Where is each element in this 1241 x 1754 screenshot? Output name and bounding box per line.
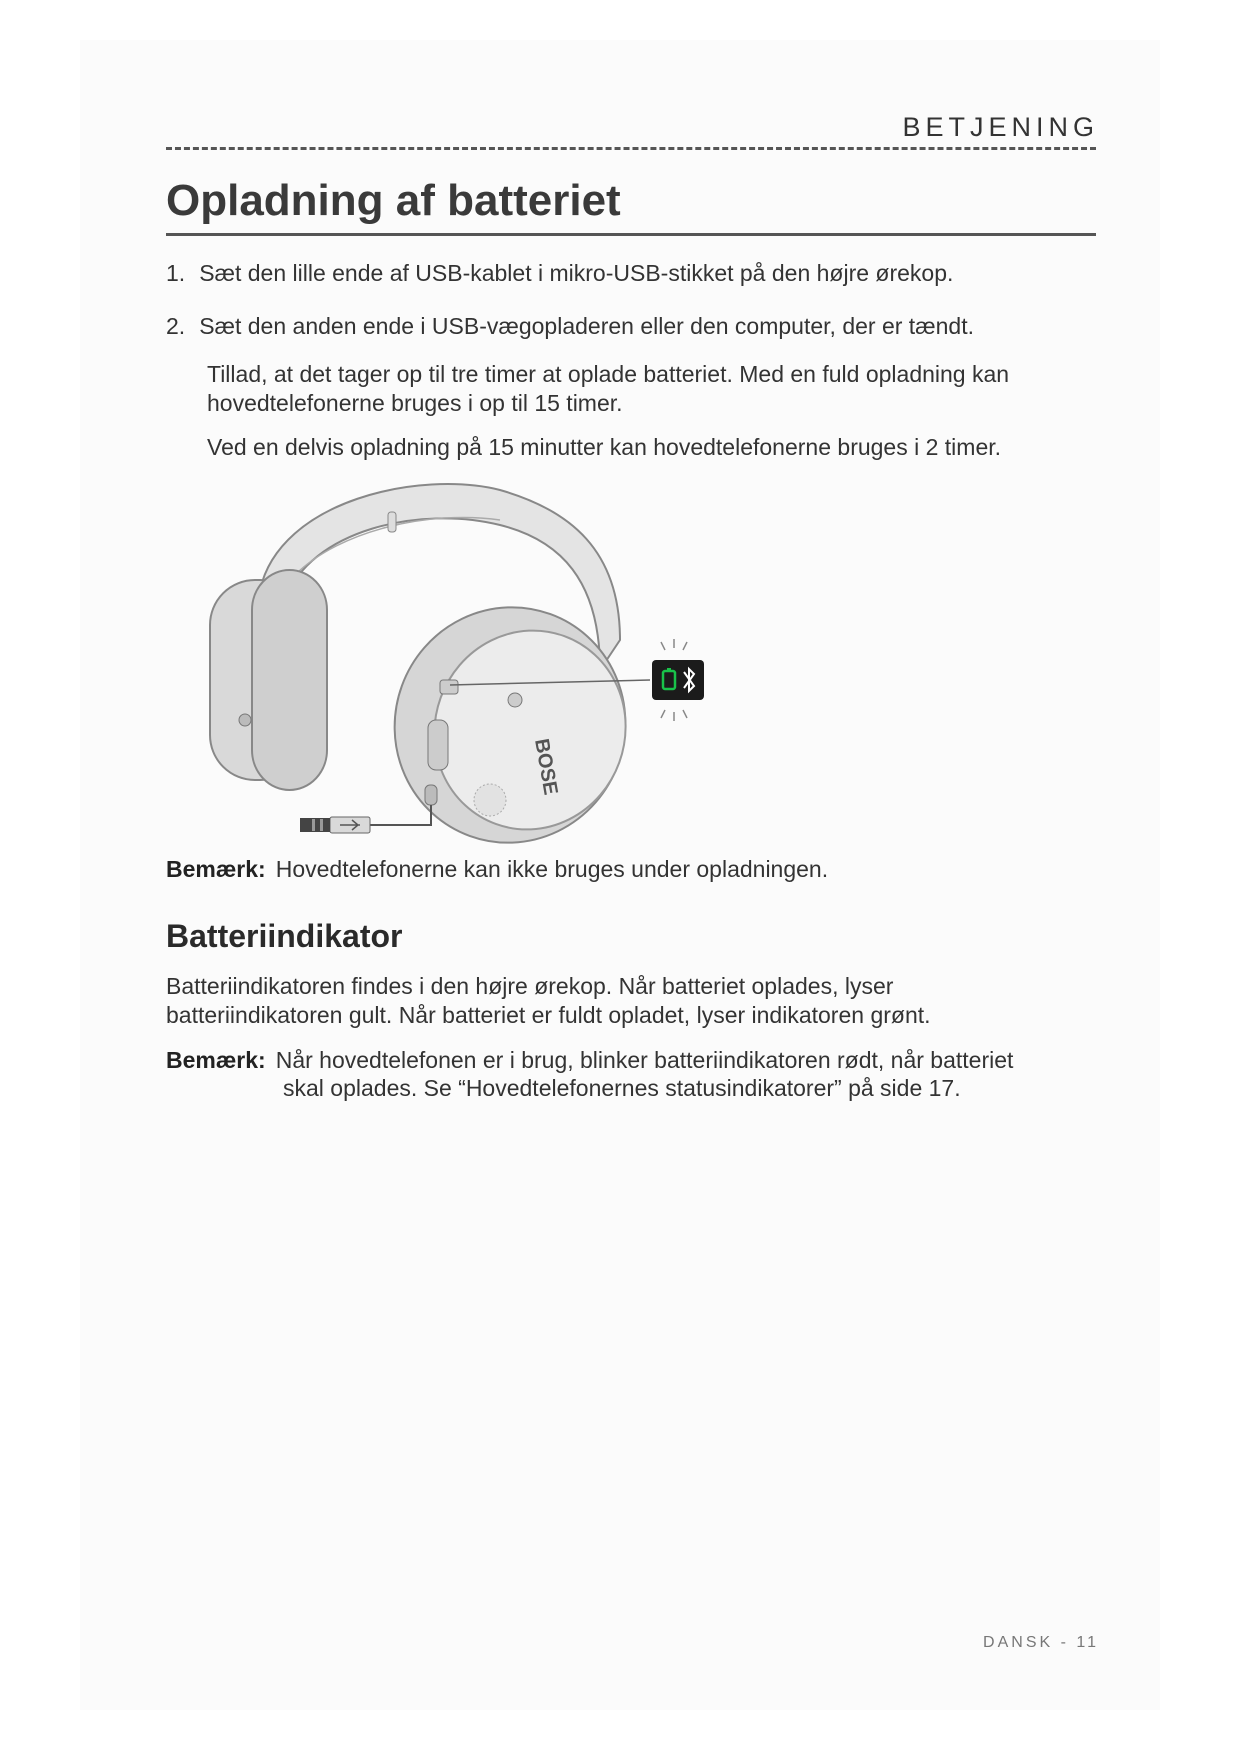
- page-title: Opladning af batteriet: [166, 176, 621, 225]
- battery-indicator-heading: Batteriindikator: [166, 918, 403, 954]
- section-label: BETJENING: [902, 112, 1099, 142]
- note-text-line-2: skal oplades. Se “Hovedtelefonernes statusindikatorer” på side 17.: [283, 1075, 961, 1101]
- charge-time-line-1: Tillad, at det tager op til tre timer at oplade batteriet. Med en fuld opladning kan: [207, 361, 1010, 387]
- battery-line-2: batteriindikatoren gult. Når batteriet er fuldt opladet, lyser indikatoren grønt.: [166, 1002, 931, 1028]
- headphones-illustration: [200, 470, 720, 850]
- power-button: [508, 693, 522, 707]
- note-text: Hovedtelefonerne kan ikke bruges under opladningen.: [275, 856, 829, 882]
- usb-connector: [300, 817, 370, 833]
- battery-indicator-led: [440, 680, 458, 694]
- charge-time-paragraph: [207, 360, 1009, 418]
- left-earcup: [210, 570, 327, 790]
- step-number: 2.: [166, 313, 186, 339]
- page-footer: DANSK - 11: [983, 1634, 1099, 1651]
- title-rule: [166, 233, 1096, 236]
- usb-port: [425, 785, 437, 805]
- volume-buttons: [428, 720, 448, 770]
- header-dashed-rule: [166, 147, 1096, 150]
- headband-slider: [388, 512, 396, 532]
- step-2: [166, 313, 974, 340]
- step-text: Sæt den lille ende af USB-kablet i mikro-USB-stikket på den højre ørekop.: [199, 260, 954, 286]
- note-text-line-1: Når hovedtelefonen er i brug, blinker batteriindikatoren rødt, når batteriet: [275, 1047, 1014, 1073]
- step-1: [166, 260, 953, 287]
- note-charging: [166, 855, 828, 884]
- note-label: Bemærk:: [166, 856, 266, 882]
- charge-time-line-2: hovedtelefonerne bruges i op til 15 timer.: [207, 390, 623, 416]
- note-battery-low: [166, 1046, 1013, 1075]
- partial-charge-paragraph: Ved en delvis opladning på 15 minutter kan hovedtelefonerne bruges i 2 timer.: [207, 434, 1002, 460]
- battery-indicator-paragraph: [166, 972, 931, 1030]
- note-label: Bemærk:: [166, 1047, 266, 1073]
- battery-line-1: Batteriindikatoren findes i den højre ørekop. Når batteriet oplades, lyser: [166, 973, 894, 999]
- step-number: 1.: [166, 260, 186, 286]
- brand-logo: BOSE: [530, 737, 562, 797]
- status-panel: [652, 639, 704, 721]
- step-text: Sæt den anden ende i USB-vægopladeren eller den computer, der er tændt.: [199, 313, 974, 339]
- usb-cable: [370, 805, 431, 825]
